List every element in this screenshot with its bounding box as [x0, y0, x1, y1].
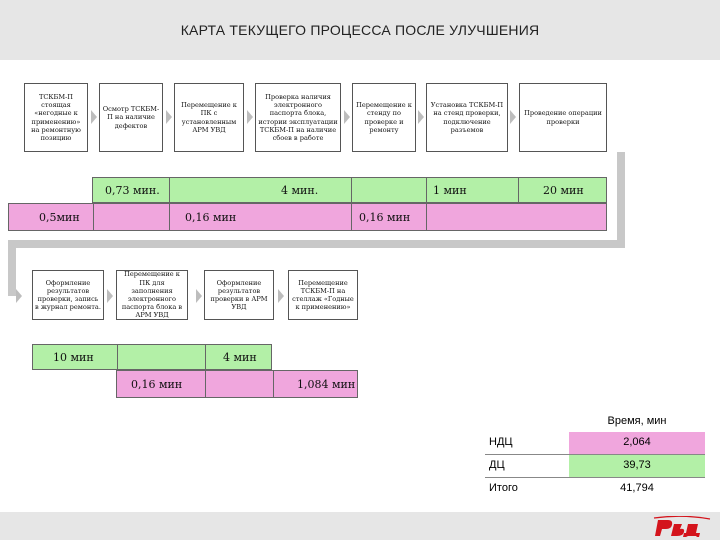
table-row: НДЦ 2,064 — [485, 432, 705, 454]
value-cell: 39,73 — [569, 455, 705, 477]
flow-connector — [8, 240, 625, 248]
bar-divider — [518, 178, 519, 202]
flow-arrow — [247, 110, 253, 124]
footer-bar — [0, 512, 720, 540]
bar-divider — [426, 204, 427, 230]
flow-arrow — [278, 289, 284, 303]
table-header: Время, мин — [607, 415, 667, 427]
step-box: ТСКБМ-П стоящая «негодные к применению» на ремонтную позицию — [24, 83, 88, 152]
flow-arrow — [418, 110, 424, 124]
bar-divider — [93, 204, 94, 230]
flow-arrow — [344, 110, 350, 124]
flow-arrow — [510, 110, 516, 124]
step-box: Перемещение к ПК с установленным АРМ УВД — [174, 83, 244, 152]
flow-arrow — [16, 289, 22, 303]
step-box: Перемещение к стенду по проверке и ремонту — [352, 83, 416, 152]
time-label: 4 мин. — [281, 184, 319, 197]
value-cell: 2,064 — [569, 432, 705, 454]
step-box: Перемещение к ПК для заполнения электронного паспорта блока в АРМ УВД — [116, 270, 188, 320]
step-box: Перемещение ТСКБМ-П на стеллаж «Годные к применению» — [288, 270, 358, 320]
bar-divider — [351, 204, 352, 230]
time-label: 20 мин — [543, 184, 584, 197]
bar-divider — [169, 204, 170, 230]
header — [0, 0, 720, 60]
time-label: 0,16 мин — [359, 211, 411, 224]
step-box: Оформление результатов проверки в АРМ УВД — [204, 270, 274, 320]
value-added-bar — [92, 177, 607, 203]
bar-divider — [205, 371, 206, 397]
rzd-logo — [652, 516, 712, 538]
bar-divider — [273, 371, 274, 397]
bar-divider — [117, 345, 118, 369]
step-box: Проведение операции проверки — [519, 83, 607, 152]
step-box: Установка ТСКБМ-П на стенд проверки, подключение разъемов — [426, 83, 508, 152]
flow-arrow — [107, 289, 113, 303]
value-added-bar — [32, 344, 272, 370]
non-value-added-bar — [8, 203, 607, 231]
time-label: 1 мин — [433, 184, 467, 197]
step-box: Осмотр ТСКБМ-П на наличие дефектов — [99, 83, 163, 152]
time-label: 0,73 мин. — [105, 184, 160, 197]
flow-arrow — [166, 110, 172, 124]
time-label: 0,16 мин — [131, 378, 183, 391]
table-row: Итого 41,794 — [489, 482, 654, 494]
page-title: КАРТА ТЕКУЩЕГО ПРОЦЕССА ПОСЛЕ УЛУЧШЕНИЯ — [180, 22, 540, 38]
step-box: Проверка наличия электронного паспорта блока, истории эксплуатации ТСКБМ-П на наличие сбоев в работе — [255, 83, 341, 152]
bar-divider — [205, 345, 206, 369]
table-row: ДЦ 39,73 — [485, 455, 705, 477]
non-value-added-bar — [116, 370, 358, 398]
bar-divider — [169, 178, 170, 202]
bar-divider — [426, 178, 427, 202]
flow-arrow — [91, 110, 97, 124]
time-label: 4 мин — [223, 351, 257, 364]
time-label: 0,5мин — [39, 211, 80, 224]
bar-divider — [351, 178, 352, 202]
step-box: Оформление результатов проверки, запись в журнал ремонта. — [32, 270, 104, 320]
flow-connector — [617, 152, 625, 244]
flow-connector — [8, 240, 16, 296]
time-summary-table — [485, 412, 705, 498]
time-label: 0,16 мин — [185, 211, 237, 224]
time-label: 1,084 мин — [297, 378, 356, 391]
flow-arrow — [196, 289, 202, 303]
time-label: 10 мин — [53, 351, 94, 364]
